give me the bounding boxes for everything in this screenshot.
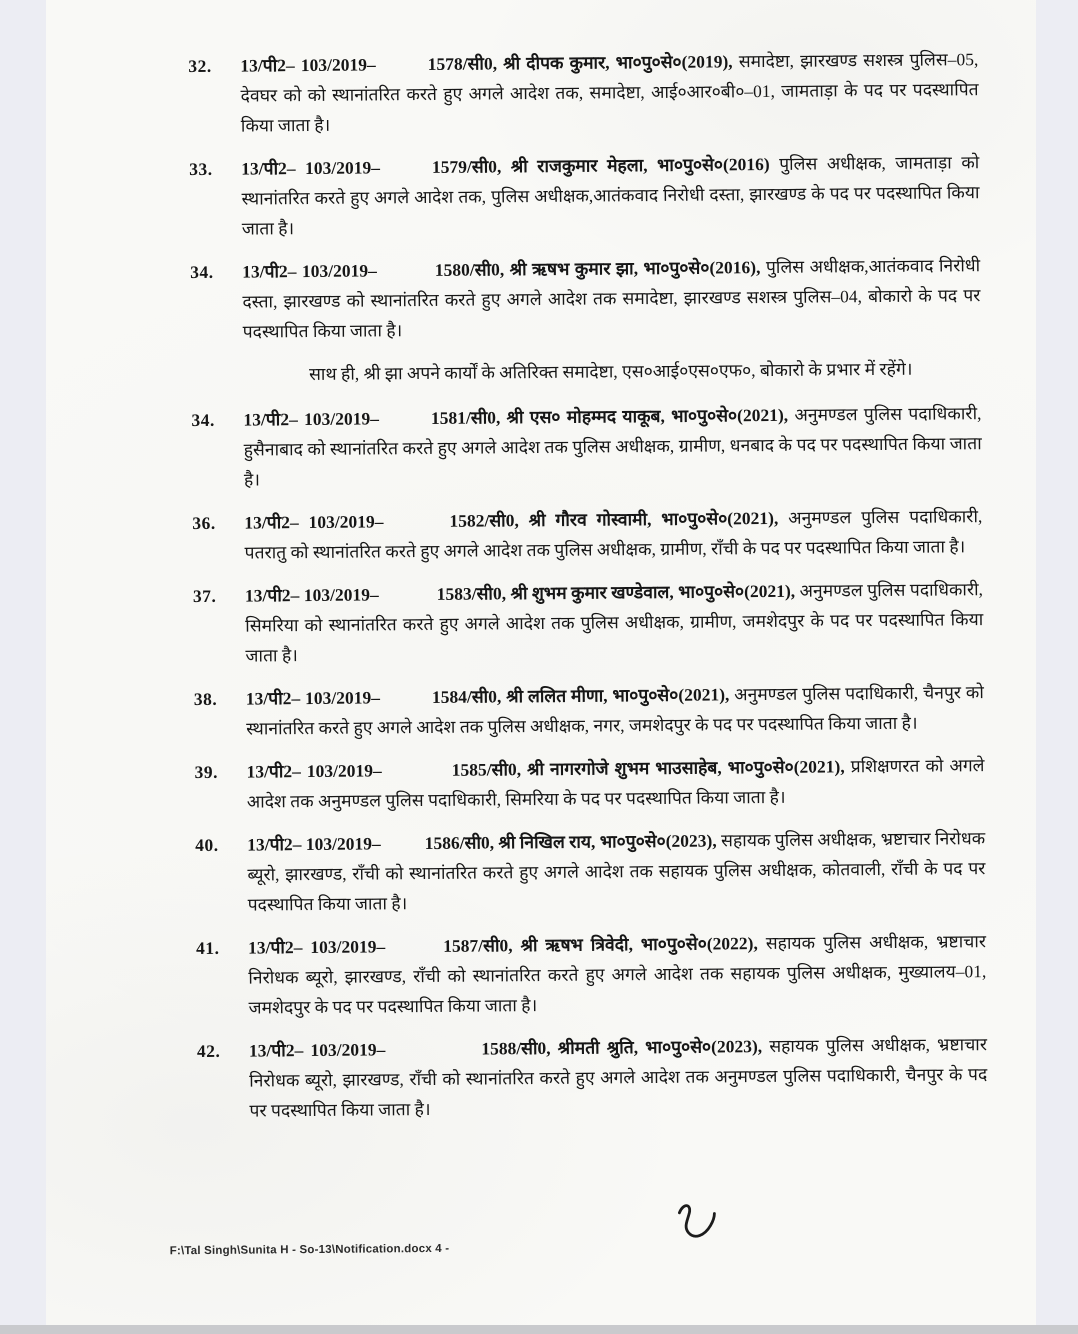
- tab-space: [379, 599, 437, 601]
- file-path-footer: F:\Tal Singh\Sunita H - So-13\Notification.docx 4 -: [169, 1242, 450, 1258]
- item-ref-number: 13/पी2– 103/2019–: [245, 687, 381, 709]
- item-order-text: अनुमण्डल पुलिस पदाधिकारी, सिमरिया को स्थानांतरित करते हुए अगले आदेश तक पुलिस अधीक्षक, ग्रामीण, जमशेदपुर के पद पर पदस्थापित किया जाता है।: [245, 579, 984, 666]
- order-item: [194, 750, 984, 817]
- item-number: 34.: [191, 409, 215, 431]
- order-item: [197, 1029, 988, 1126]
- item-ref-number: 13/पी2– 103/2019–: [242, 260, 377, 282]
- tab-space: [385, 1054, 481, 1056]
- additional-charge-note: साथ ही, श्री झा अपने कार्यों के अतिरिक्त समादेष्टा, एस०आई०एस०एफ०, बोकारो के प्रभार में रहेंगे।: [308, 358, 913, 385]
- item-ref-number: 13/पी2– 103/2019–: [243, 408, 380, 430]
- tab-space: [376, 69, 428, 70]
- item-text: [246, 677, 984, 743]
- tab-space: [380, 702, 432, 703]
- item-officer-head: 1580/सी0, श्री ऋषभ कुमार झा, भा०पु०से०(2016),: [434, 257, 761, 280]
- item-officer-head: 1581/सी0, श्री एस० मोहम्मद याकूब, भा०पु०से०(2021),: [430, 404, 789, 428]
- handwritten-squiggle-icon: [623, 1190, 724, 1267]
- document-sheet-content: [46, 0, 1036, 1325]
- item-officer-head: 1582/सी0, श्री गौरव गोस्वामी, भा०पु०से०(2021),: [449, 507, 779, 531]
- document-sheet: [46, 0, 1036, 1325]
- item-officer-head: 1583/सी0, श्री शुभम कुमार खण्डेवाल, भा०पु०से०(2021),: [436, 580, 796, 604]
- item-number: 41.: [195, 937, 220, 959]
- order-item: [194, 677, 984, 744]
- viewer-edge-left: [0, 0, 46, 1334]
- item-number: 36.: [192, 512, 216, 534]
- item-officer-head: 1578/सी0, श्री दीपक कुमार, भा०पु०से०(2019),: [427, 51, 733, 74]
- order-item: [196, 926, 987, 1023]
- item-text: [244, 501, 982, 567]
- order-item: [192, 501, 982, 568]
- item-officer-head: 1579/सी0, श्री राजकुमार मेहला, भा०पु०से०(2016): [431, 153, 770, 177]
- item-order-text: अनुमण्डल पुलिस पदाधिकारी, चैनपुर को स्थानांतरित करते हुए अगले आदेश तक पुलिस अधीक्षक, नगर, जमशेदपुर के पद पर पदस्थापित किया जाता है।: [246, 682, 984, 739]
- viewer-edge-bottom: [0, 1325, 1078, 1334]
- item-ref-number: 13/पी2– 103/2019–: [247, 936, 386, 958]
- item-text: [241, 147, 980, 243]
- tab-space: [385, 951, 443, 953]
- item-ref-number: 13/पी2– 103/2019–: [241, 157, 381, 179]
- item-text: [249, 1029, 988, 1125]
- item-order-text: अनुमण्डल पुलिस पदाधिकारी, हुसैनाबाद को स्थानांतरित करते हुए अगले आदेश तक पुलिस अधीक्षक, ग्रामीण, धनबाद के पद पर पदस्थापित किया जाता है।: [243, 403, 982, 490]
- tab-space: [379, 423, 431, 424]
- item-text: [240, 44, 979, 140]
- item-order-text: समादेष्टा, झारखण्ड सशस्त्र पुलिस–05, देवघर को को स्थानांतरित करते हुए अगले आदेश तक, समादेष्टा, आई०आर०बी०–01, जामताड़ा के पद पर पदस्थापित किया जाता है।: [240, 49, 979, 136]
- order-list: [188, 44, 987, 1139]
- item-order-text: पुलिस अधीक्षक, जामताड़ा को स्थानांतरित करते हुए अगले आदेश तक, पुलिस अधीक्षक,आतंकवाद निरोधी दस्ता, झारखण्ड के पद पर पदस्थापित किया जाता है।: [241, 152, 980, 239]
- item-ref-number: 13/पी2– 103/2019–: [240, 54, 376, 76]
- item-number: 37.: [192, 585, 217, 607]
- tab-space: [382, 775, 452, 777]
- item-order-text: सहायक पुलिस अधीक्षक, भ्रष्टाचार निरोधक ब्यूरो, झारखण्ड, राँची को स्थानांतरित करते हुए अगले आदेश तक सहायक पुलिस अधीक्षक, कोतवाली, राँची के पद पर पदस्थापित किया जाता है।: [247, 828, 986, 915]
- item-number: 32.: [188, 55, 212, 77]
- order-item: [191, 398, 982, 495]
- order-item: [195, 823, 986, 920]
- item-order-text: पुलिस अधीक्षक,आतंकवाद निरोधी दस्ता, झारखण्ड को स्थानांतरित करते हुए अगले आदेश तक समादेष्टा, झारखण्ड सशस्त्र पुलिस–04, बोकारो के पद पर पदस्थापित किया जाता है।: [242, 255, 981, 342]
- item-officer-head: 1585/सी0, श्री नागरगोजे शुभम भाउसाहेब, भा०पु०से०(2021),: [451, 756, 845, 780]
- item-ref-number: 13/पी2– 103/2019–: [248, 1039, 386, 1061]
- item-order-text: अनुमण्डल पुलिस पदाधिकारी, पतरातु को स्थानांतरित करते हुए अगले आदेश तक पुलिस अधीक्षक, ग्रामीण, राँची के पद पर पदस्थापित किया जाता है।: [244, 506, 983, 563]
- item-number: 42.: [196, 1040, 221, 1062]
- item-ref-number: 13/पी2– 103/2019–: [244, 584, 379, 606]
- viewer-edge-right: [1036, 0, 1078, 1334]
- item-ref-number: 13/पी2– 103/2019–: [244, 511, 384, 533]
- item-number: 39.: [194, 761, 218, 783]
- tab-space: [381, 848, 425, 849]
- item-number: 40.: [195, 834, 219, 856]
- item-text: [245, 574, 984, 670]
- item-text: [246, 750, 984, 816]
- item-officer-head: 1586/सी0, श्री निखिल राय, भा०पु०से०(2023),: [424, 830, 717, 854]
- order-item: [188, 44, 979, 141]
- order-item: [190, 250, 981, 347]
- item-text: [247, 823, 986, 919]
- item-text: [243, 398, 982, 494]
- item-text: [242, 250, 981, 346]
- tab-space: [377, 275, 435, 277]
- order-item: [189, 147, 980, 244]
- item-number: 38.: [193, 688, 218, 710]
- item-text: [248, 926, 987, 1022]
- item-officer-head: 1587/सी0, श्री ऋषभ त्रिवेदी, भा०पु०से०(2022),: [443, 933, 758, 956]
- tab-space: [380, 172, 432, 173]
- item-number: 34.: [190, 261, 214, 283]
- item-order-text: प्रशिक्षणरत को अगले आदेश तक अनुमण्डल पुलिस पदाधिकारी, सिमरिया के पद पर पदस्थापित किया जाता है।: [246, 755, 985, 812]
- order-item: [193, 574, 984, 671]
- item-ref-number: 13/पी2– 103/2019–: [246, 760, 382, 782]
- item-officer-head: 1588/सी0, श्रीमती श्रुति, भा०पु०से०(2023),: [481, 1036, 763, 1059]
- item-officer-head: 1584/सी0, श्री ललित मीणा, भा०पु०से०(2021),: [431, 684, 730, 707]
- tab-space: [383, 526, 449, 528]
- item-ref-number: 13/पी2– 103/2019–: [247, 833, 381, 855]
- item-order-text: सहायक पुलिस अधीक्षक, भ्रष्टाचार निरोधक ब्यूरो, झारखण्ड, राँची को स्थानांतरित करते हुए अगले आदेश तक सहायक पुलिस अधीक्षक, मुख्यालय–01, जमशेदपुर के पद पर पदस्थापित किया जाता है।: [248, 931, 987, 1018]
- item-number: 33.: [189, 158, 213, 180]
- item-order-text: सहायक पुलिस अधीक्षक, भ्रष्टाचार निरोधक ब्यूरो, झारखण्ड, राँची को स्थानांतरित करते हुए अगले आदेश तक अनुमण्डल पुलिस पदाधिकारी, चैनपुर के पद पर पदस्थापित किया जाता है।: [249, 1034, 988, 1121]
